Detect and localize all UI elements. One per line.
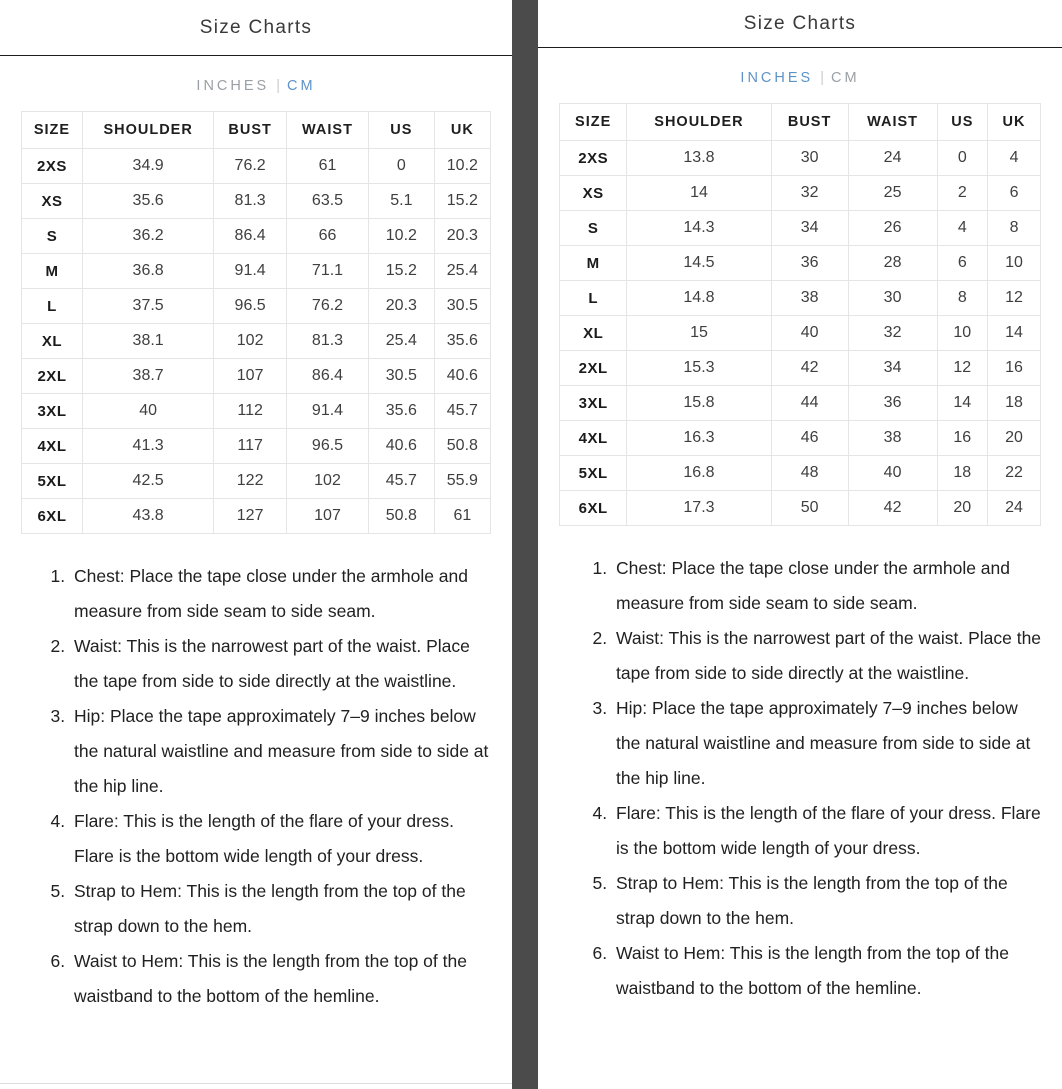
- size-label-cell: 5XL: [22, 464, 83, 499]
- size-label-cell: 4XL: [22, 429, 83, 464]
- value-cell: 10.2: [369, 219, 435, 254]
- value-cell: 12: [937, 351, 988, 386]
- value-cell: 40: [848, 456, 937, 491]
- unit-tabs: [0, 78, 512, 94]
- page-title: Size Charts: [743, 12, 857, 34]
- size-label-cell: M: [560, 246, 627, 281]
- value-cell: 40.6: [434, 359, 490, 394]
- panel-header: [0, 0, 512, 56]
- size-label-cell: 3XL: [22, 394, 83, 429]
- unit-tabs: [538, 70, 1062, 86]
- unit-tab-cm[interactable]: CM: [287, 78, 316, 94]
- column-header-bust: BUST: [214, 112, 287, 149]
- size-label-cell: XL: [560, 316, 627, 351]
- value-cell: 6: [988, 176, 1041, 211]
- value-cell: 16.3: [627, 421, 771, 456]
- size-label-cell: XS: [560, 176, 627, 211]
- note-item: 3. Hip: Place the tape approximately 7–9 inches below the natural waistline and measure from side to side at the hip line.: [612, 691, 1042, 796]
- value-cell: 40: [771, 316, 848, 351]
- value-cell: 14: [937, 386, 988, 421]
- value-cell: 24: [848, 141, 937, 176]
- value-cell: 16: [937, 421, 988, 456]
- value-cell: 14.5: [627, 246, 771, 281]
- table-row: [560, 351, 1041, 386]
- value-cell: 6: [937, 246, 988, 281]
- value-cell: 96.5: [214, 289, 287, 324]
- note-item: 4. Flare: This is the length of the flare of your dress. Flare is the bottom wide length of your dress.: [70, 804, 496, 874]
- table-row: [22, 499, 491, 534]
- value-cell: 15.2: [369, 254, 435, 289]
- note-item: 6. Waist to Hem: This is the length from the top of the waistband to the bottom of the hemline.: [70, 944, 496, 1014]
- measurement-notes: [28, 559, 496, 1014]
- table-row: [560, 246, 1041, 281]
- value-cell: 71.1: [286, 254, 368, 289]
- value-cell: 10.2: [434, 149, 490, 184]
- table-row: [22, 464, 491, 499]
- value-cell: 81.3: [214, 184, 287, 219]
- size-label-cell: 2XS: [22, 149, 83, 184]
- value-cell: 36.2: [82, 219, 213, 254]
- size-table-inches: [559, 103, 1041, 526]
- size-label-cell: 6XL: [22, 499, 83, 534]
- column-header-shoulder: SHOULDER: [627, 104, 771, 141]
- note-item: 6. Waist to Hem: This is the length from the top of the waistband to the bottom of the hemline.: [612, 936, 1042, 1006]
- value-cell: 86.4: [286, 359, 368, 394]
- note-item: 4. Flare: This is the length of the flare of your dress. Flare is the bottom wide length of your dress.: [612, 796, 1042, 866]
- column-header-size: SIZE: [560, 104, 627, 141]
- size-table-body: [560, 141, 1041, 526]
- column-header-size: SIZE: [22, 112, 83, 149]
- size-label-cell: 2XL: [560, 351, 627, 386]
- table-row: [560, 211, 1041, 246]
- table-row: [22, 429, 491, 464]
- value-cell: 15.2: [434, 184, 490, 219]
- table-row: [22, 184, 491, 219]
- column-header-uk: UK: [988, 104, 1041, 141]
- size-label-cell: S: [560, 211, 627, 246]
- size-label-cell: 4XL: [560, 421, 627, 456]
- value-cell: 55.9: [434, 464, 490, 499]
- value-cell: 50: [771, 491, 848, 526]
- value-cell: 112: [214, 394, 287, 429]
- size-label-cell: L: [560, 281, 627, 316]
- value-cell: 41.3: [82, 429, 213, 464]
- column-header-bust: BUST: [771, 104, 848, 141]
- page-title: Size Charts: [199, 16, 313, 38]
- value-cell: 34.9: [82, 149, 213, 184]
- value-cell: 25.4: [434, 254, 490, 289]
- value-cell: 4: [988, 141, 1041, 176]
- value-cell: 15.8: [627, 386, 771, 421]
- size-label-cell: XL: [22, 324, 83, 359]
- value-cell: 35.6: [82, 184, 213, 219]
- column-header-shoulder: SHOULDER: [82, 112, 213, 149]
- value-cell: 50.8: [434, 429, 490, 464]
- size-table-body: [22, 149, 491, 534]
- value-cell: 36: [848, 386, 937, 421]
- value-cell: 86.4: [214, 219, 287, 254]
- panel-bottom-border: [0, 1083, 512, 1084]
- column-header-waist: WAIST: [848, 104, 937, 141]
- panel-divider: [512, 0, 538, 1089]
- value-cell: 44: [771, 386, 848, 421]
- value-cell: 20: [988, 421, 1041, 456]
- value-cell: 14.8: [627, 281, 771, 316]
- value-cell: 102: [286, 464, 368, 499]
- value-cell: 117: [214, 429, 287, 464]
- value-cell: 18: [937, 456, 988, 491]
- value-cell: 20: [937, 491, 988, 526]
- value-cell: 26: [848, 211, 937, 246]
- value-cell: 35.6: [434, 324, 490, 359]
- value-cell: 16.8: [627, 456, 771, 491]
- value-cell: 42: [848, 491, 937, 526]
- column-header-us: US: [937, 104, 988, 141]
- table-row: [560, 316, 1041, 351]
- column-header-waist: WAIST: [286, 112, 368, 149]
- table-row: [22, 359, 491, 394]
- value-cell: 28: [848, 246, 937, 281]
- size-chart-panel-inches: [538, 0, 1062, 1089]
- value-cell: 18: [988, 386, 1041, 421]
- value-cell: 46: [771, 421, 848, 456]
- size-label-cell: 2XS: [560, 141, 627, 176]
- note-item: 5. Strap to Hem: This is the length from the top of the strap down to the hem.: [612, 866, 1042, 936]
- size-label-cell: 5XL: [560, 456, 627, 491]
- value-cell: 81.3: [286, 324, 368, 359]
- table-row: [560, 456, 1041, 491]
- table-row: [22, 289, 491, 324]
- value-cell: 61: [286, 149, 368, 184]
- value-cell: 14: [988, 316, 1041, 351]
- size-label-cell: 3XL: [560, 386, 627, 421]
- value-cell: 36.8: [82, 254, 213, 289]
- table-row: [560, 386, 1041, 421]
- panel-header: [538, 0, 1062, 48]
- size-table-cm: [21, 111, 491, 534]
- value-cell: 17.3: [627, 491, 771, 526]
- note-item: 5. Strap to Hem: This is the length from the top of the strap down to the hem.: [70, 874, 496, 944]
- value-cell: 0: [369, 149, 435, 184]
- size-label-cell: L: [22, 289, 83, 324]
- value-cell: 66: [286, 219, 368, 254]
- value-cell: 24: [988, 491, 1041, 526]
- unit-tab-inches[interactable]: INCHES: [196, 78, 270, 94]
- value-cell: 38: [771, 281, 848, 316]
- value-cell: 20.3: [434, 219, 490, 254]
- table-row: [22, 394, 491, 429]
- value-cell: 127: [214, 499, 287, 534]
- value-cell: 37.5: [82, 289, 213, 324]
- value-cell: 36: [771, 246, 848, 281]
- value-cell: 76.2: [286, 289, 368, 324]
- table-header-row: [22, 112, 491, 149]
- note-item: 2. Waist: This is the narrowest part of the waist. Place the tape from side to side directly at the waistline.: [70, 629, 496, 699]
- value-cell: 30.5: [434, 289, 490, 324]
- value-cell: 30.5: [369, 359, 435, 394]
- value-cell: 45.7: [369, 464, 435, 499]
- size-label-cell: S: [22, 219, 83, 254]
- column-header-us: US: [369, 112, 435, 149]
- table-row: [22, 219, 491, 254]
- value-cell: 25.4: [369, 324, 435, 359]
- value-cell: 43.8: [82, 499, 213, 534]
- value-cell: 91.4: [214, 254, 287, 289]
- table-row: [560, 176, 1041, 211]
- unit-tab-separator: |: [276, 78, 280, 94]
- value-cell: 14: [627, 176, 771, 211]
- value-cell: 42.5: [82, 464, 213, 499]
- value-cell: 20.3: [369, 289, 435, 324]
- value-cell: 4: [937, 211, 988, 246]
- value-cell: 40: [82, 394, 213, 429]
- value-cell: 2: [937, 176, 988, 211]
- size-label-cell: 2XL: [22, 359, 83, 394]
- table-header-row: [560, 104, 1041, 141]
- value-cell: 50.8: [369, 499, 435, 534]
- value-cell: 30: [848, 281, 937, 316]
- value-cell: 32: [848, 316, 937, 351]
- value-cell: 12: [988, 281, 1041, 316]
- note-item: 2. Waist: This is the narrowest part of the waist. Place the tape from side to side directly at the waistline.: [612, 621, 1042, 691]
- column-header-uk: UK: [434, 112, 490, 149]
- value-cell: 22: [988, 456, 1041, 491]
- table-row: [560, 421, 1041, 456]
- table-row: [560, 491, 1041, 526]
- size-label-cell: 6XL: [560, 491, 627, 526]
- table-row: [560, 281, 1041, 316]
- unit-tab-inches[interactable]: INCHES: [740, 70, 814, 86]
- value-cell: 14.3: [627, 211, 771, 246]
- value-cell: 25: [848, 176, 937, 211]
- value-cell: 38: [848, 421, 937, 456]
- value-cell: 96.5: [286, 429, 368, 464]
- value-cell: 10: [937, 316, 988, 351]
- note-item: 1. Chest: Place the tape close under the armhole and measure from side seam to side seam.: [612, 551, 1042, 621]
- value-cell: 10: [988, 246, 1041, 281]
- value-cell: 91.4: [286, 394, 368, 429]
- value-cell: 61: [434, 499, 490, 534]
- value-cell: 32: [771, 176, 848, 211]
- value-cell: 8: [937, 281, 988, 316]
- table-row: [22, 254, 491, 289]
- value-cell: 34: [848, 351, 937, 386]
- value-cell: 8: [988, 211, 1041, 246]
- value-cell: 34: [771, 211, 848, 246]
- value-cell: 16: [988, 351, 1041, 386]
- value-cell: 38.1: [82, 324, 213, 359]
- size-label-cell: XS: [22, 184, 83, 219]
- value-cell: 63.5: [286, 184, 368, 219]
- value-cell: 107: [286, 499, 368, 534]
- value-cell: 42: [771, 351, 848, 386]
- value-cell: 48: [771, 456, 848, 491]
- note-item: 3. Hip: Place the tape approximately 7–9 inches below the natural waistline and measure from side to side at the hip line.: [70, 699, 496, 804]
- table-row: [22, 149, 491, 184]
- value-cell: 13.8: [627, 141, 771, 176]
- value-cell: 107: [214, 359, 287, 394]
- value-cell: 38.7: [82, 359, 213, 394]
- unit-tab-separator: |: [820, 70, 824, 86]
- unit-tab-cm[interactable]: CM: [831, 70, 860, 86]
- size-chart-panel-cm: [0, 0, 512, 1089]
- size-label-cell: M: [22, 254, 83, 289]
- note-item: 1. Chest: Place the tape close under the armhole and measure from side seam to side seam.: [70, 559, 496, 629]
- value-cell: 5.1: [369, 184, 435, 219]
- value-cell: 45.7: [434, 394, 490, 429]
- value-cell: 30: [771, 141, 848, 176]
- value-cell: 15.3: [627, 351, 771, 386]
- value-cell: 76.2: [214, 149, 287, 184]
- value-cell: 122: [214, 464, 287, 499]
- table-row: [560, 141, 1041, 176]
- measurement-notes: [570, 551, 1042, 1006]
- value-cell: 0: [937, 141, 988, 176]
- value-cell: 102: [214, 324, 287, 359]
- value-cell: 15: [627, 316, 771, 351]
- table-row: [22, 324, 491, 359]
- value-cell: 40.6: [369, 429, 435, 464]
- value-cell: 35.6: [369, 394, 435, 429]
